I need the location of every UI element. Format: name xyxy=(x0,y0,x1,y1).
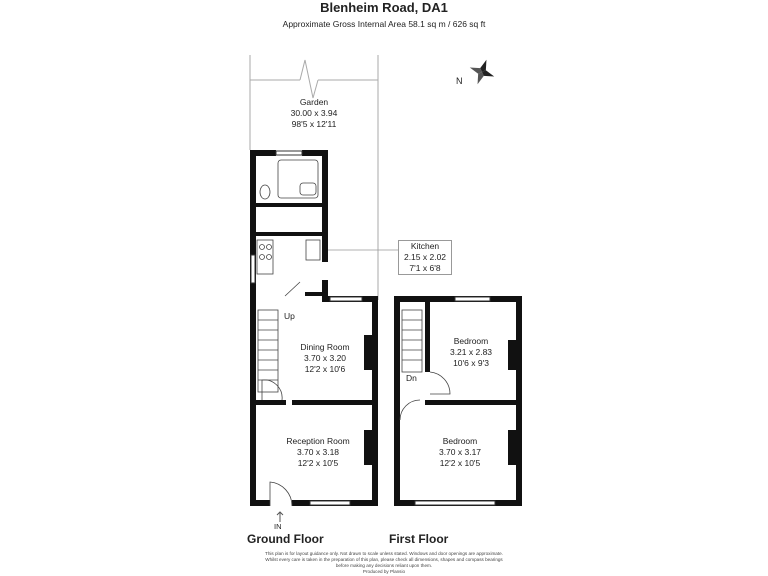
page-title: Blenheim Road, DA1 xyxy=(320,0,448,15)
garden-outline xyxy=(250,55,378,300)
disclaimer-body: This plan is for layout guidance only. Not drawn to scale unless stated. Windows and door openings are approximate. Whilst every care is taken in the preparation of this plan, please check all dimensions, shapes and compass bearings before making any decisions reliant upon them. xyxy=(265,551,503,568)
room-metric: 2.15 x 2.02 xyxy=(403,252,447,262)
disclaimer-text xyxy=(262,551,506,575)
ground-floor-title: Ground Floor xyxy=(247,532,324,546)
room-imperial: 98'5 x 12'11 xyxy=(291,119,337,129)
room-label-bedroom-rear xyxy=(432,336,510,369)
area-subtitle: Approximate Gross Internal Area 58.1 sq m / 626 sq ft xyxy=(282,19,486,29)
room-imperial: 12'2 x 10'6 xyxy=(304,364,346,374)
room-label-kitchen xyxy=(398,240,452,275)
room-name: Dining Room xyxy=(300,342,350,352)
room-imperial: 12'2 x 10'5 xyxy=(439,458,481,468)
room-label-dining xyxy=(280,342,370,375)
room-imperial: 7'1 x 6'8 xyxy=(409,263,441,273)
room-name: Reception Room xyxy=(286,436,350,446)
first-floor-title: First Floor xyxy=(389,532,449,546)
room-metric: 3.21 x 2.83 xyxy=(449,347,493,357)
room-name: Bedroom xyxy=(453,336,489,346)
room-label-reception xyxy=(268,436,368,469)
room-imperial: 12'2 x 10'5 xyxy=(297,458,339,468)
stairs-down-label: Dn xyxy=(406,373,417,383)
room-imperial: 10'6 x 9'3 xyxy=(453,358,489,368)
room-name: Bedroom xyxy=(442,436,478,446)
room-label-garden xyxy=(264,97,364,130)
compass-north-label: N xyxy=(456,76,463,86)
entrance-arrow xyxy=(277,512,283,522)
entrance-label: IN xyxy=(274,522,282,531)
room-name: Kitchen xyxy=(410,241,440,251)
room-metric: 3.70 x 3.20 xyxy=(303,353,347,363)
room-metric: 3.70 x 3.17 xyxy=(438,447,482,457)
room-name: Garden xyxy=(299,97,329,107)
room-metric: 30.00 x 3.94 xyxy=(290,108,338,118)
room-label-bedroom-front xyxy=(420,436,500,469)
compass-rose-icon xyxy=(465,55,498,88)
credit-text: Produced by Plansio xyxy=(362,569,406,574)
room-metric: 3.70 x 3.18 xyxy=(296,447,340,457)
stairs-up-label: Up xyxy=(284,311,295,321)
